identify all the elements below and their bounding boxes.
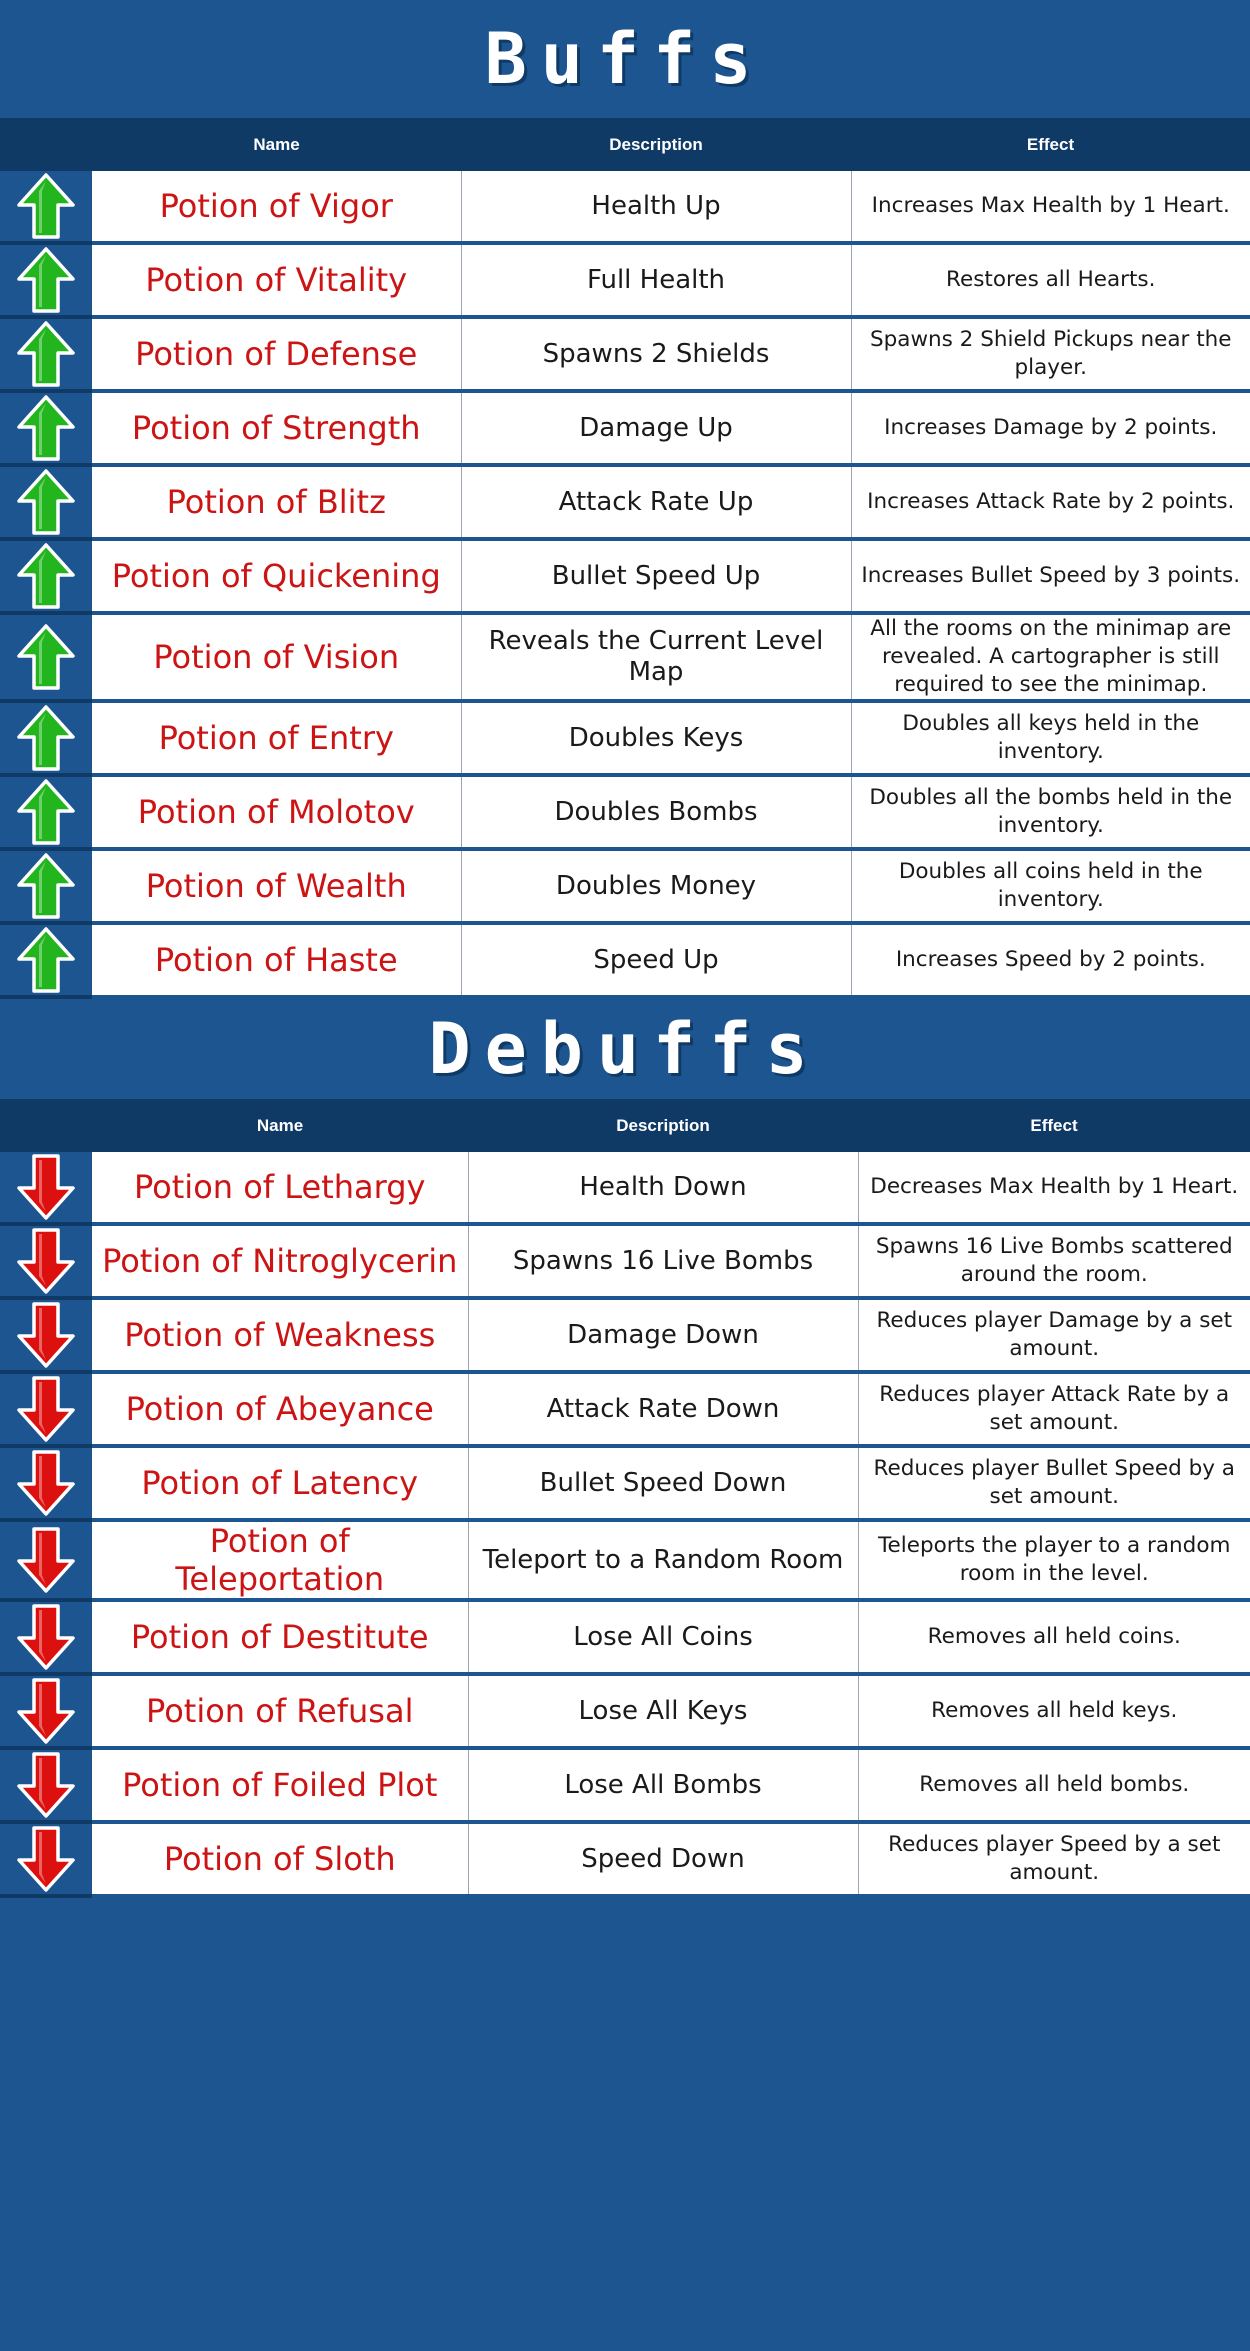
- table-row: [0, 171, 1250, 243]
- debuffs-header-row: [0, 1099, 1250, 1152]
- red-down-arrow-icon: [0, 1448, 92, 1518]
- potion-name: Potion of Weakness: [92, 1298, 468, 1372]
- potion-effect: Increases Speed by 2 points.: [851, 923, 1250, 997]
- debuff-cell: [0, 1674, 92, 1748]
- table-row: [0, 1748, 1250, 1822]
- potion-description: Damage Up: [461, 391, 851, 465]
- table-row: [0, 1520, 1250, 1600]
- potion-description: Spawns 2 Shields: [461, 317, 851, 391]
- description-column-header: Description: [609, 134, 703, 154]
- potion-name: Potion of Blitz: [92, 465, 461, 539]
- red-down-arrow-icon: [0, 1750, 92, 1820]
- potion-effect: Increases Max Health by 1 Heart.: [851, 171, 1250, 243]
- table-row: [0, 1446, 1250, 1520]
- potion-description: Full Health: [461, 243, 851, 317]
- potion-description: Health Down: [468, 1152, 858, 1224]
- potion-name: Potion of Refusal: [92, 1674, 468, 1748]
- red-down-arrow-icon: [0, 1226, 92, 1296]
- potion-effect: Doubles all coins held in the inventory.: [851, 849, 1250, 923]
- table-row: [0, 1224, 1250, 1298]
- buff-cell: [0, 317, 92, 391]
- green-up-arrow-icon: [0, 393, 92, 463]
- buff-cell: [0, 243, 92, 317]
- green-up-arrow-icon: [0, 467, 92, 537]
- potion-description: Bullet Speed Up: [461, 539, 851, 613]
- table-row: [0, 1822, 1250, 1896]
- table-row: [0, 1372, 1250, 1446]
- potion-effect: Restores all Hearts.: [851, 243, 1250, 317]
- table-row: [0, 317, 1250, 391]
- table-row: [0, 539, 1250, 613]
- red-down-arrow-icon: [0, 1300, 92, 1370]
- potion-name: Potion of Strength: [92, 391, 461, 465]
- potion-effect: Removes all held bombs.: [858, 1748, 1250, 1822]
- potion-name: Potion of Latency: [92, 1446, 468, 1520]
- potion-description: Speed Up: [461, 923, 851, 997]
- buff-cell: [0, 775, 92, 849]
- table-row: [0, 391, 1250, 465]
- potion-description: Spawns 16 Live Bombs: [468, 1224, 858, 1298]
- potion-effect: Spawns 16 Live Bombs scattered around the room.: [858, 1224, 1250, 1298]
- buffs-header-row: [0, 118, 1250, 171]
- buff-cell: [0, 539, 92, 613]
- debuff-cell: [0, 1600, 92, 1674]
- potion-name: Potion of Lethargy: [92, 1152, 468, 1224]
- potion-name: Potion of Quickening: [92, 539, 461, 613]
- green-up-arrow-icon: [0, 777, 92, 847]
- potion-description: Speed Down: [468, 1822, 858, 1896]
- potion-effect: Doubles all the bombs held in the inventory.: [851, 775, 1250, 849]
- potion-name: Potion of Molotov: [92, 775, 461, 849]
- potion-name: Potion of Haste: [92, 923, 461, 997]
- potion-effect: Doubles all keys held in the inventory.: [851, 701, 1250, 775]
- debuff-cell: [0, 1372, 92, 1446]
- table-row: [0, 243, 1250, 317]
- buff-cell: [0, 465, 92, 539]
- buff-cell: [0, 701, 92, 775]
- red-down-arrow-icon: [0, 1374, 92, 1444]
- buffs-table-body: [0, 171, 1250, 997]
- table-row: [0, 775, 1250, 849]
- potion-description: Attack Rate Up: [461, 465, 851, 539]
- potion-effect: Reduces player Speed by a set amount.: [858, 1822, 1250, 1896]
- debuffs-table: [0, 1099, 1250, 1898]
- debuff-cell: [0, 1748, 92, 1822]
- table-row: [0, 1674, 1250, 1748]
- debuff-cell: [0, 1520, 92, 1600]
- icon-column-header: [0, 1099, 92, 1152]
- potion-effect: Increases Damage by 2 points.: [851, 391, 1250, 465]
- potion-name: Potion of Defense: [92, 317, 461, 391]
- buffs-section: [0, 0, 1250, 999]
- table-row: [0, 701, 1250, 775]
- potion-description: Bullet Speed Down: [468, 1446, 858, 1520]
- potion-name: Potion of Nitroglycerin: [92, 1224, 468, 1298]
- potion-name: Potion of Abeyance: [92, 1372, 468, 1446]
- debuffs-table-body: [0, 1152, 1250, 1896]
- red-down-arrow-icon: [0, 1602, 92, 1672]
- debuff-cell: [0, 1822, 92, 1896]
- potion-description: Doubles Keys: [461, 701, 851, 775]
- green-up-arrow-icon: [0, 319, 92, 389]
- name-column-header: Name: [253, 134, 300, 154]
- buff-cell: [0, 923, 92, 997]
- potion-description: Attack Rate Down: [468, 1372, 858, 1446]
- potion-name: Potion of Entry: [92, 701, 461, 775]
- table-row: [0, 1152, 1250, 1224]
- potion-effect: All the rooms on the minimap are revealed. A cartographer is still required to see the minimap.: [851, 613, 1250, 701]
- potion-name: Potion of Teleportation: [92, 1520, 468, 1600]
- potion-effect: Removes all held coins.: [858, 1600, 1250, 1674]
- green-up-arrow-icon: [0, 541, 92, 611]
- potion-name: Potion of Sloth: [92, 1822, 468, 1896]
- potion-effect: Increases Attack Rate by 2 points.: [851, 465, 1250, 539]
- red-down-arrow-icon: [0, 1152, 92, 1222]
- buff-cell: [0, 849, 92, 923]
- icon-column-header: [0, 118, 92, 171]
- potion-name: Potion of Wealth: [92, 849, 461, 923]
- table-row: [0, 849, 1250, 923]
- potion-description: Health Up: [461, 171, 851, 243]
- potion-effect: Reduces player Damage by a set amount.: [858, 1298, 1250, 1372]
- buff-cell: [0, 613, 92, 701]
- potion-name: Potion of Vigor: [92, 171, 461, 243]
- buffs-table: [0, 118, 1250, 999]
- debuff-cell: [0, 1298, 92, 1372]
- potion-description: Damage Down: [468, 1298, 858, 1372]
- green-up-arrow-icon: [0, 171, 92, 241]
- effect-column-header: Effect: [1030, 1115, 1078, 1135]
- red-down-arrow-icon: [0, 1824, 92, 1894]
- potion-effect: Decreases Max Health by 1 Heart.: [858, 1152, 1250, 1224]
- potion-description: Reveals the Current Level Map: [461, 613, 851, 701]
- potion-description: Lose All Coins: [468, 1600, 858, 1674]
- potion-description: Doubles Bombs: [461, 775, 851, 849]
- red-down-arrow-icon: [0, 1676, 92, 1746]
- table-row: [0, 1600, 1250, 1674]
- debuff-cell: [0, 1224, 92, 1298]
- potion-name: Potion of Foiled Plot: [92, 1748, 468, 1822]
- table-row: [0, 613, 1250, 701]
- description-column-header: Description: [616, 1115, 710, 1135]
- potion-effect: Increases Bullet Speed by 3 points.: [851, 539, 1250, 613]
- potion-description: Lose All Keys: [468, 1674, 858, 1748]
- potion-description: Teleport to a Random Room: [468, 1520, 858, 1600]
- debuff-cell: [0, 1446, 92, 1520]
- potion-effect: Removes all held keys.: [858, 1674, 1250, 1748]
- buff-cell: [0, 171, 92, 243]
- potion-effect: Reduces player Attack Rate by a set amount.: [858, 1372, 1250, 1446]
- potion-description: Doubles Money: [461, 849, 851, 923]
- green-up-arrow-icon: [0, 245, 92, 315]
- buff-cell: [0, 391, 92, 465]
- table-row: [0, 465, 1250, 539]
- potion-effect: Teleports the player to a random room in the level.: [858, 1520, 1250, 1600]
- debuff-cell: [0, 1152, 92, 1224]
- potion-description: Lose All Bombs: [468, 1748, 858, 1822]
- potion-name: Potion of Vision: [92, 613, 461, 701]
- potion-effect: Reduces player Bullet Speed by a set amount.: [858, 1446, 1250, 1520]
- potion-effect: Spawns 2 Shield Pickups near the player.: [851, 317, 1250, 391]
- table-row: [0, 1298, 1250, 1372]
- buffs-title: Buffs: [0, 0, 1250, 118]
- name-column-header: Name: [256, 1115, 304, 1135]
- green-up-arrow-icon: [0, 925, 92, 995]
- red-down-arrow-icon: [0, 1525, 92, 1595]
- debuffs-title: Debuffs: [0, 999, 1250, 1099]
- debuffs-section: [0, 999, 1250, 1898]
- potion-name: Potion of Destitute: [92, 1600, 468, 1674]
- green-up-arrow-icon: [0, 703, 92, 773]
- green-up-arrow-icon: [0, 851, 92, 921]
- effect-column-header: Effect: [1026, 134, 1075, 154]
- potion-name: Potion of Vitality: [92, 243, 461, 317]
- green-up-arrow-icon: [0, 622, 92, 692]
- table-row: [0, 923, 1250, 997]
